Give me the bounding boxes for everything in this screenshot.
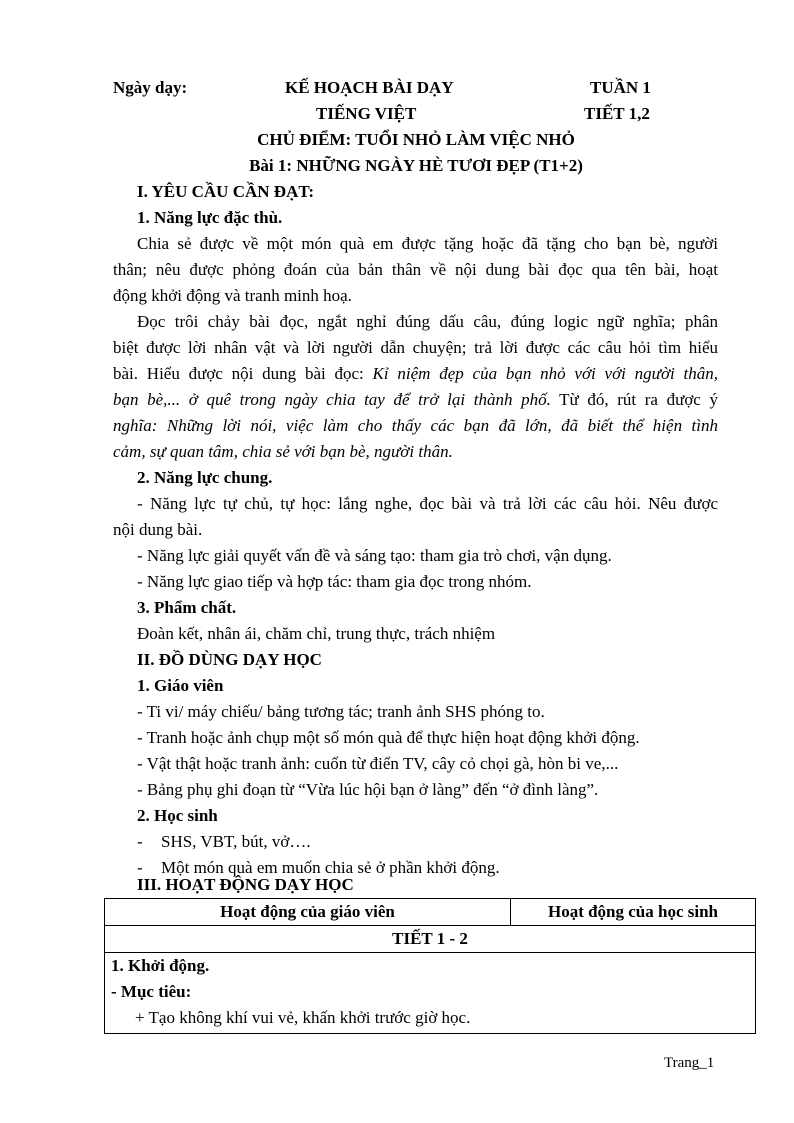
paragraph-line: Đoàn kết, nhân ái, chăm chỉ, trung thực, trách nhiệm <box>137 624 496 643</box>
paragraph-line: biệt được lời nhân vật và lời người dẫn chuyện; trả lời được các câu hỏi tìm hiểu <box>113 338 718 357</box>
text-run: Từ đó, rút ra được ý <box>550 390 718 409</box>
subject-title: TIẾNG VIỆT <box>316 104 417 123</box>
plan-title: KẾ HOẠCH BÀI DẠY <box>285 78 454 97</box>
italic-run: bạn bè,... ở quê trong ngày chia tay để trở lại thành phố. <box>113 390 551 409</box>
date-label: Ngày dạy: <box>113 78 188 97</box>
objective-label: - Mục tiêu: <box>111 982 192 1001</box>
section-1-heading: I. YÊU CẦU CẦN ĐẠT: <box>137 182 315 201</box>
list-item: Một món quà em muốn chia sẻ ở phần khởi động. <box>161 858 500 877</box>
paragraph-line: - Năng lực giải quyết vấn đề và sáng tạo: tham gia trò chơi, vận dụng. <box>137 546 612 565</box>
student-heading: 2. Học sinh <box>137 806 218 825</box>
dash-bullet: - <box>137 832 143 851</box>
table-row <box>105 953 756 1034</box>
activity-table <box>104 898 756 1034</box>
list-item: SHS, VBT, bút, vở…. <box>161 832 311 851</box>
activity-cell <box>105 953 756 1034</box>
paragraph-line: động khởi động và tranh minh hoạ. <box>113 286 352 305</box>
paragraph-line: Chia sẻ được về một món quà em được tặng hoặc đã tặng cho bạn bè, người <box>137 234 718 253</box>
lesson-title: Bài 1: NHỮNG NGÀY HÈ TƯƠI ĐẸP (T1+2) <box>249 156 583 175</box>
paragraph-line: cảm, sự quan tâm, chia sẻ với bạn bè, người thân. <box>113 442 453 461</box>
paragraph-line: - Năng lực giao tiếp và hợp tác: tham gia đọc trong nhóm. <box>137 572 532 591</box>
list-item: - Vật thật hoặc tranh ảnh: cuốn từ điển TV, cây cỏ chọi gà, hòn bi ve,... <box>137 754 619 773</box>
paragraph-line <box>113 361 718 387</box>
paragraph-line: Đọc trôi chảy bài đọc, ngắt nghỉ đúng dấu câu, đúng logic ngữ nghĩa; phân <box>137 312 718 331</box>
section-1-sub-3: 3. Phẩm chất. <box>137 598 237 617</box>
paragraph-line <box>113 387 718 413</box>
list-item: - Bảng phụ ghi đoạn từ “Vừa lúc hội bạn ở làng” đến “ở đình làng”. <box>137 780 599 799</box>
italic-run: Kỉ niệm đẹp của bạn nhỏ với với người thân, <box>372 364 718 383</box>
list-item: - Ti vi/ máy chiếu/ bảng tương tác; tranh ảnh SHS phóng to. <box>137 702 545 721</box>
teacher-heading: 1. Giáo viên <box>137 676 224 695</box>
section-3-heading: III. HOẠT ĐỘNG DẠY HỌC <box>137 875 354 894</box>
section-1-sub-2: 2. Năng lực chung. <box>137 468 273 487</box>
paragraph-line: thân; nêu được phỏng đoán của bản thân về nội dung bài đọc qua tên bài, hoạt <box>113 260 718 279</box>
paragraph-line: - Năng lực tự chủ, tự học: lắng nghe, đọc bài và trả lời các câu hỏi. Nêu được <box>137 494 718 513</box>
section-1-sub-1: 1. Năng lực đặc thù. <box>137 208 283 227</box>
period-label: TIẾT 1,2 <box>584 104 650 123</box>
section-2-heading: II. ĐỒ DÙNG DẠY HỌC <box>137 650 322 669</box>
week-label: TUẦN 1 <box>590 78 651 97</box>
objective-item: + Tạo không khí vui vẻ, khấn khởi trước giờ học. <box>135 1008 471 1027</box>
paragraph-line: nghĩa: Những lời nói, việc làm cho thấy các bạn đã lớn, đã biết thể hiện tình <box>113 416 718 435</box>
activity-title: 1. Khởi động. <box>111 956 210 975</box>
paragraph-line: nội dung bài. <box>113 520 203 539</box>
col-header-student: Hoạt động của học sinh <box>511 899 756 926</box>
list-item: - Tranh hoặc ảnh chụp một số món quà để thực hiện hoạt động khởi động. <box>137 728 640 747</box>
text-run: bài. Hiểu được nội dung bài đọc: <box>113 364 373 383</box>
table-header-row <box>105 899 756 926</box>
page-number: Trang_1 <box>664 1055 715 1071</box>
col-header-teacher: Hoạt động của giáo viên <box>105 899 511 926</box>
dash-bullet: - <box>137 858 143 877</box>
theme-title: CHỦ ĐIỂM: TUỔI NHỎ LÀM VIỆC NHỎ <box>257 130 575 149</box>
period-row: TIẾT 1 - 2 <box>105 926 756 953</box>
table-row <box>105 926 756 953</box>
